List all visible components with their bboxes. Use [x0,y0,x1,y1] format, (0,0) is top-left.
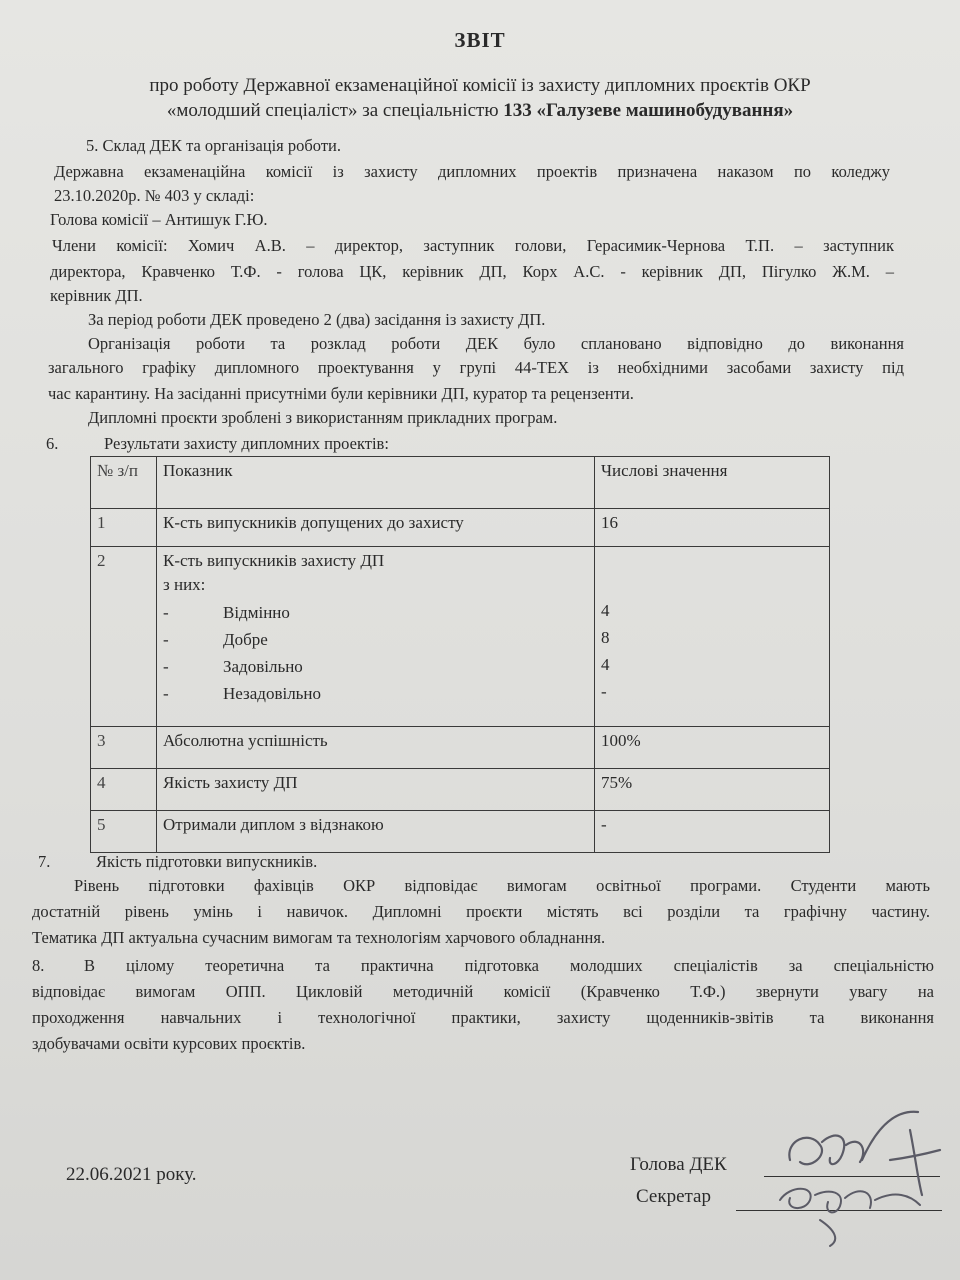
table-row [91,727,830,769]
section-5-line: 23.10.2020р. № 403 у складі: [54,186,255,205]
row-indicator: К-сть випускників допущених до захисту [157,509,595,547]
section-5-line: час карантину. На засіданні присутніми були керівники ДП, куратор та рецензенти. [48,384,634,403]
row-num: 4 [91,769,157,811]
row-value: 16 [595,509,830,547]
report-date: 22.06.2021 року. [66,1164,197,1185]
header-num: № з/п [91,457,157,509]
section-5-line: керівник ДП. [50,286,143,305]
row-value [595,547,830,727]
table-row [91,509,830,547]
row-indicator: Абсолютна успішність [157,727,595,769]
grade-value: 8 [601,628,610,647]
results-table [90,456,830,853]
grade-item: - Незадовільно [163,683,322,703]
row-value: 100% [595,727,830,769]
header-indicator: Показник [157,457,595,509]
grade-list [163,599,588,707]
row-num: 1 [91,509,157,547]
section-8-line: відповідає вимогам ОПП. Цикловій методичній комісії (Кравченко Т.Ф.) звернути увагу на [32,982,934,1001]
section-8-line: здобувачами освіти курсових проєктів. [32,1034,306,1053]
table-header-row [91,457,830,509]
section-5-line: директора, Кравченко Т.Ф. - голова ЦК, керівник ДП, Корх А.С. - керівник ДП, Пігулко Ж.М. – [50,262,894,281]
grade-item: - Відмінно [163,602,290,622]
grade-value: - [601,682,607,701]
section-6-heading: Результати захисту дипломних проектів: [104,434,389,453]
report-subtitle-line-2: «молодший спеціаліст» за спеціальністю 133 «Галузеве машинобудування» [166,100,794,121]
section-7-line: Рівень підготовки фахівців ОКР відповідає вимогам освітньої програми. Студенти мають [74,876,930,895]
section-5-line: Дипломні проєкти зроблені з використанням прикладних програм. [88,408,558,427]
section-5-line: Організація роботи та розклад роботи ДЕК було сплановано відповідно до виконання [88,334,904,353]
signature-secretary-icon [760,1170,950,1250]
grade-value: 4 [601,601,610,620]
table-row [91,547,830,727]
grade-item: - Добре [163,629,268,649]
section-7-line: достатній рівень умінь і навичок. Дипломні проєкти містять всі розділи та графічну частину. [32,902,930,921]
section-7-line: Тематика ДП актуальна сучасним вимогам та технологіям харчового обладнання. [32,928,606,947]
row-value: 75% [595,769,830,811]
table-row [91,769,830,811]
row-indicator-main: К-сть випускників захисту ДП [163,551,385,570]
section-7-number: 7. [38,852,51,871]
table-row [91,811,830,853]
row-indicator: Отримали диплом з відзнакою [157,811,595,853]
section-6-number: 6. [46,434,59,453]
section-8-line: В цілому теоретична та практична підготовка молодших спеціалістів за спеціальністю [84,956,934,975]
section-7-heading: Якість підготовки випускників. [96,852,318,871]
section-5-line: загального графіку дипломного проектування у групі 44-ТЕХ із необхідними засобами захисту під [48,358,904,377]
row-num: 3 [91,727,157,769]
from-them-label: з них: [163,575,206,594]
row-indicator: Якість захисту ДП [157,769,595,811]
secretary-label: Секретар [636,1186,711,1207]
row-num: 2 [91,547,157,727]
header-value: Числові значення [595,457,830,509]
grade-value: 4 [601,655,610,674]
section-5-heading: 5. Склад ДЕК та організація роботи. [86,136,341,155]
section-5-line: Голова комісії – Антишук Г.Ю. [50,210,268,229]
section-8-line: проходження навчальних і технологічної практики, захисту щоденників-звітів та виконання [32,1008,934,1027]
head-label: Голова ДЕК [630,1154,727,1175]
section-5-line: Члени комісії: Хомич А.В. – директор, заступник голови, Герасимик-Чернова Т.П. – заступник [52,236,894,255]
row-indicator [157,547,595,727]
row-value: - [595,811,830,853]
grade-item: - Задовільно [163,656,303,676]
report-subtitle-line-1: про роботу Державної екзаменаційної комісії із захисту дипломних проєктів ОКР [149,75,811,96]
row-num: 5 [91,811,157,853]
section-5-line: Державна екзаменаційна комісії із захисту дипломних проектів призначена наказом по коледжу [54,162,890,181]
report-title: ЗВІТ [454,28,506,52]
section-8-number: 8. [32,956,45,975]
section-5-line: За період роботи ДЕК проведено 2 (два) засідання із захисту ДП. [88,310,546,329]
